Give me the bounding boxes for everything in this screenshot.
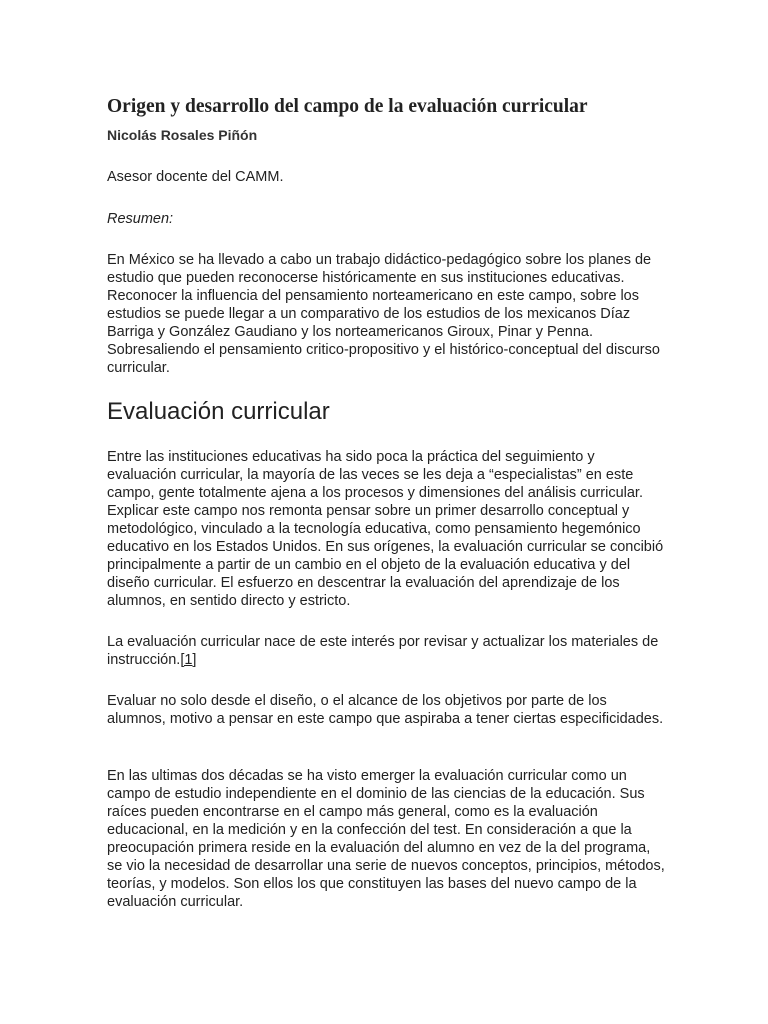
document-title: Origen y desarrollo del campo de la evaluación curricular: [107, 96, 588, 117]
paragraph-4: En las ultimas dos décadas se ha visto emerger la evaluación curricular como un campo de estudio independiente en el dominio de las ciencias de la educación. Sus raíces pueden encontrarse en el campo más general, como es la evaluación educacional, en la medición y en la confección del test. En consideración a que la preocupación primera reside en la evaluación del alumno en vez de la del programa, se vio la necesidad de desarrollar una serie de nuevos conceptos, principios, métodos, teorías, y modelos. Son ellos los que constituyen las bases del nuevo campo de la evaluación curricular.: [107, 768, 665, 910]
paragraph-1: Entre las instituciones educativas ha sido poca la práctica del seguimiento y evaluación curricular, la mayoría de las veces se les deja a “especialistas” en este campo, gente totalmente ajena a los procesos y dimensiones del análisis curricular. Explicar este campo nos remonta pensar sobre un primer desarrollo conceptual y metodológico, vinculado a la tecnología educativa, como pensamiento hegemónico educativo en los Estados Unidos. En sus orígenes, la evaluación curricular se concibió principalmente a partir de un cambio en el objeto de la evaluación educativa y del diseño curricular. El esfuerzo en descentrar la evaluación del aprendizaje de los alumnos, en sentido directo y estricto.: [107, 449, 664, 609]
abstract-label: Resumen:: [107, 211, 174, 227]
footnote-link[interactable]: [1]: [180, 652, 197, 668]
abstract-text: En México se ha llevado a cabo un trabajo didáctico-pedagógico sobre los planes de estudio que pueden reconocerse históricamente en sus instituciones educativas. Reconocer la influencia del pensamiento norteamericano en este campo, sobre los estudios se puede llegar a un comparativo de los estudios de los mexicanos Díaz Barriga y González Gaudiano y los norteamericanos Giroux, Pinar y Penna. Sobresaliendo el pensamiento critico-propositivo y el histórico-conceptual del discurso curricular.: [107, 252, 660, 376]
paragraph-2-text: La evaluación curricular nace de este interés por revisar y actualizar los materiales de instrucción.: [107, 634, 659, 668]
paragraph-2: [107, 633, 667, 669]
author-affiliation: Asesor docente del CAMM.: [107, 169, 284, 185]
section-heading: Evaluación curricular: [107, 398, 330, 425]
author-name: Nicolás Rosales Piñón: [107, 127, 258, 143]
paragraph-3: Evaluar no solo desde el diseño, o el alcance de los objetivos por parte de los alumnos, motivo a pensar en este campo que aspiraba a tener ciertas especificidades.: [107, 693, 664, 727]
